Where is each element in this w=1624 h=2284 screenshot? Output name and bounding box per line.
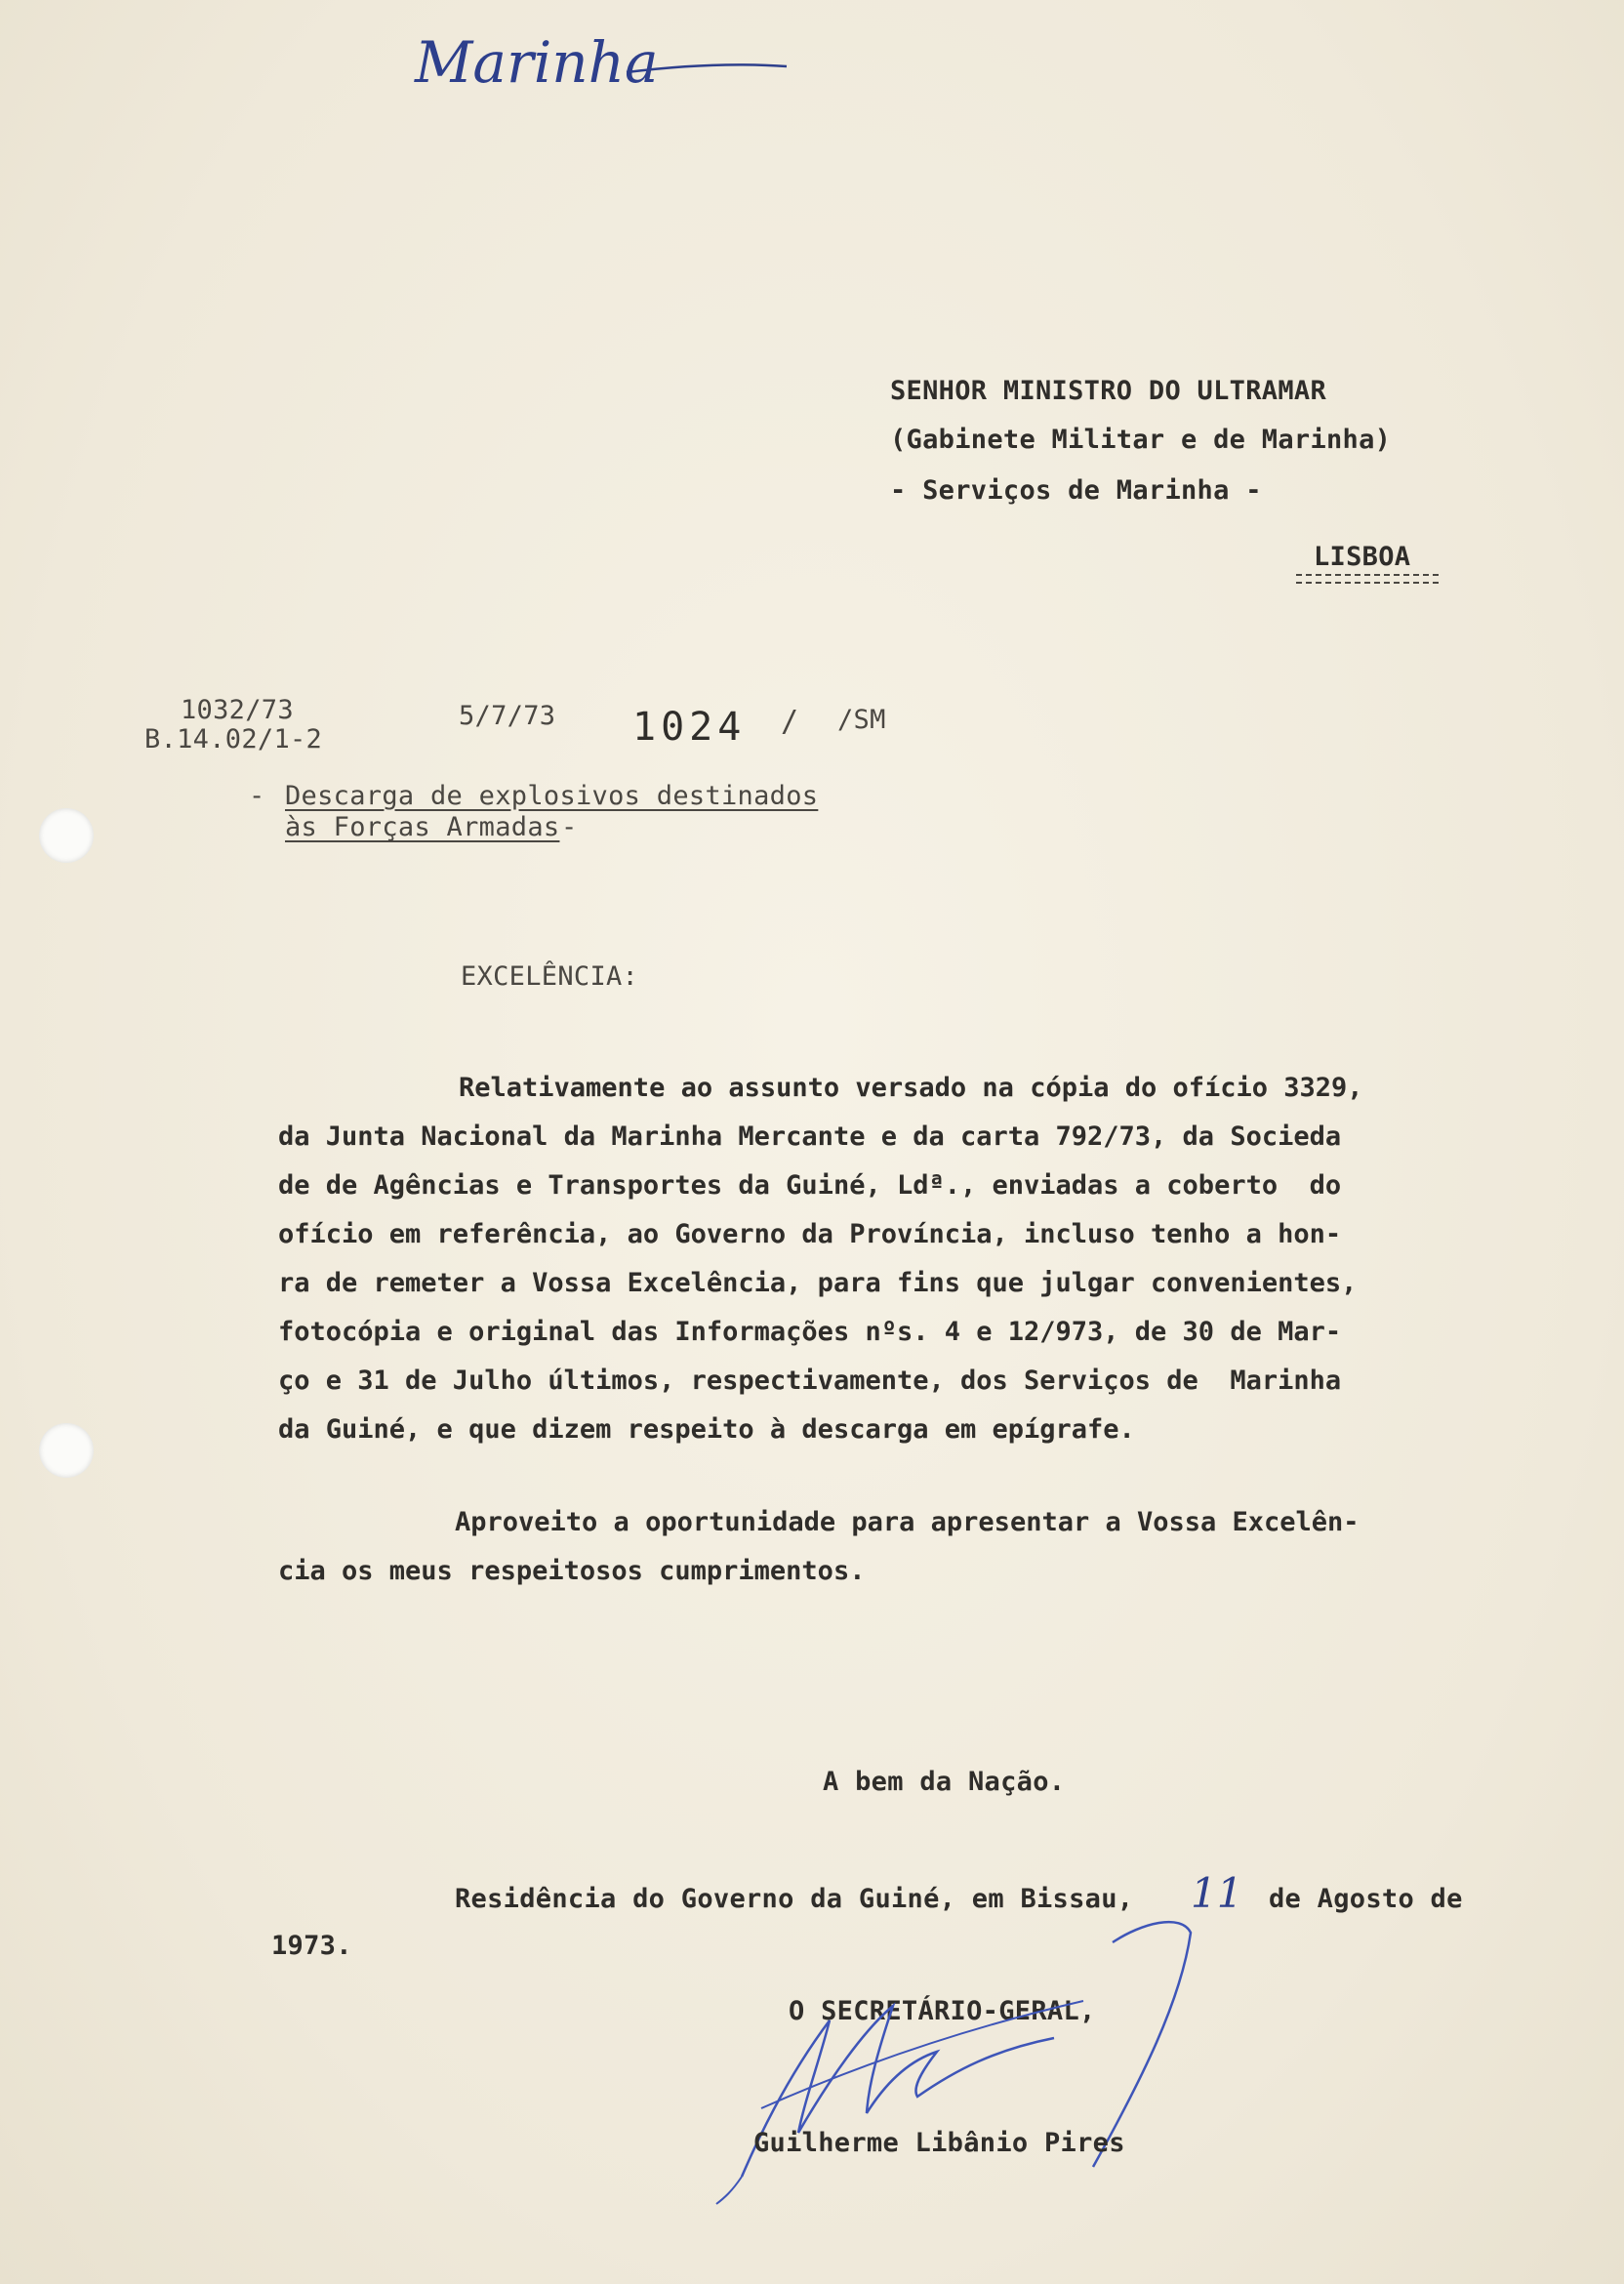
addressee-line-2: (Gabinete Militar e de Marinha) — [890, 425, 1392, 455]
body-line: Aproveito a oportunidade para apresentar a Vossa Excelên- — [455, 1507, 1360, 1537]
file-code: B.14.02/1-2 — [144, 724, 323, 755]
subject-line-1: Descarga de explosivos destinados — [285, 781, 819, 811]
closing-month: de Agosto de — [1269, 1884, 1463, 1914]
signatory-title: O SECRETÁRIO-GERAL, — [789, 1996, 1096, 2026]
punch-hole-bottom — [39, 1423, 94, 1478]
body-line: ra de remeter a Vossa Excelência, para fins que julgar convenientes, — [278, 1268, 1358, 1298]
signatory-name: Guilherme Libânio Pires — [753, 2128, 1125, 2158]
subject-line-2: às Forças Armadas — [285, 812, 560, 842]
closing-place: Residência do Governo da Guiné, em Bissau, — [455, 1884, 1134, 1914]
document-number: 1024 — [632, 705, 747, 750]
handwritten-note: Marinha — [415, 29, 659, 96]
body-line: ço e 31 de Julho últimos, respectivamente, dos Serviços de Marinha — [278, 1366, 1342, 1396]
subject-suffix: - — [561, 812, 578, 842]
reference-separator: / — [781, 705, 799, 739]
handwritten-signature — [703, 1913, 1249, 2206]
body-line: cia os meus respeitosos cumprimentos. — [278, 1556, 866, 1586]
punch-hole-top — [39, 808, 94, 863]
salutation: EXCELÊNCIA: — [461, 961, 639, 992]
reference-suffix: /SM — [837, 705, 886, 735]
subject-prefix: - — [249, 781, 265, 811]
city-double-rule — [1296, 574, 1439, 584]
addressee-line-1: SENHOR MINISTRO DO ULTRAMAR — [890, 376, 1326, 406]
reference-date: 5/7/73 — [459, 701, 556, 731]
handwritten-day: 11 — [1191, 1869, 1243, 1917]
addressee-city: LISBOA — [1314, 542, 1411, 572]
closing-motto: A bem da Nação. — [823, 1767, 1066, 1797]
handwritten-note-stroke — [625, 59, 791, 78]
closing-year: 1973. — [271, 1931, 352, 1961]
body-line: ofício em referência, ao Governo da Província, incluso tenho a hon- — [278, 1219, 1342, 1249]
process-number: 1032/73 — [181, 695, 294, 725]
body-line: de de Agências e Transportes da Guiné, Ldª., enviadas a coberto do — [278, 1170, 1342, 1201]
body-line: da Guiné, e que dizem respeito à descarga em epígrafe. — [278, 1414, 1135, 1445]
body-line: da Junta Nacional da Marinha Mercante e da carta 792/73, da Socieda — [278, 1122, 1342, 1152]
body-line: fotocópia e original das Informações nºs. 4 e 12/973, de 30 de Mar- — [278, 1317, 1342, 1347]
addressee-line-3: - Serviços de Marinha - — [890, 475, 1262, 506]
body-line: Relativamente ao assunto versado na cópia do ofício 3329, — [459, 1073, 1363, 1103]
